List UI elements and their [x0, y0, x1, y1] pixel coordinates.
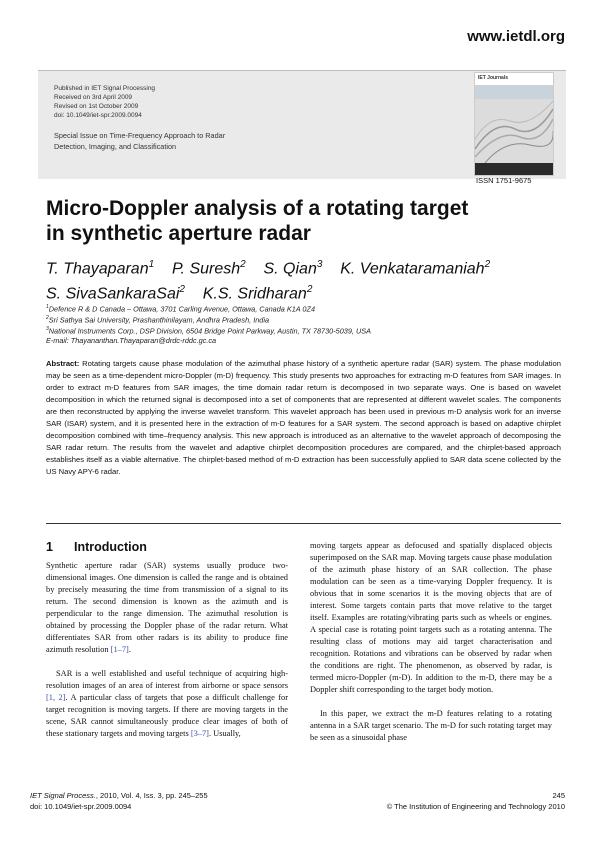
author-affiliation-mark: 1 — [148, 259, 155, 270]
author-affiliation-mark: 3 — [316, 259, 323, 270]
affiliation-text: Sri Sathya Sai University, Prashanthinilayam, Andhra Pradesh, India — [48, 315, 270, 325]
author-affiliation-mark: 2 — [179, 284, 185, 296]
author-list — [46, 254, 566, 305]
paragraph-text: . A particular class of targets that pose a difficult challenge for target recognition is moving targets. If there are moving targets in the scene, SAR cannot simultaneously produce clear images of both of these stationary targets and moving targets — [46, 693, 288, 738]
author: T. Thayaparan — [46, 260, 149, 278]
published-in: Published in IET Signal Processing — [54, 85, 156, 92]
paragraph-text: . Usually, — [208, 729, 241, 738]
right-column — [310, 540, 552, 756]
cover-logo: IET Journals — [478, 75, 509, 81]
abstract-divider — [46, 523, 561, 524]
paragraph — [46, 668, 288, 740]
received-date: Received on 3rd April 2009 — [54, 94, 133, 101]
footer-citation — [30, 790, 208, 812]
author: P. Suresh — [171, 260, 241, 278]
paragraph: moving targets appear as defocused and spatially displaced objects superimposed on the SAR map. Moving targets cause phase modulation of the azimuth phase history of an SAR collection. The phase modulation can be seen as a time-varying Doppler frequency. It is obvious that in some scenarios it is the moving objects that are of interest. Some targets contain parts that move relative to the target itself. Examples are rotating/vibrating parts such as wheels or engines. A special case is rotating point targets such as a rotating antenna. The resulting class of motions may aid target characterisation and recognition. Rotations and vibrations can be observed by radar when the conditions are right. The phenomenon, as observed by radar, is termed micro-Doppler (m-D). In addition to the m-D, there may be a Doppler shift corresponding to the target body motion. — [310, 541, 552, 694]
journal-cover-image — [474, 72, 554, 176]
site-url[interactable]: www.ietdl.org — [467, 28, 565, 45]
author: S. Qian — [263, 260, 317, 278]
affiliation — [46, 303, 566, 314]
author-affiliation-mark: 2 — [240, 259, 246, 270]
abstract — [46, 358, 561, 478]
publication-history — [54, 84, 155, 120]
journal-details: , 2010, Vol. 4, Iss. 3, pp. 245–255 — [95, 791, 208, 800]
journal-name: IET Signal Process. — [30, 791, 96, 800]
affiliation-number: 2 — [46, 314, 49, 321]
copyright: © The Institution of Engineering and Technology 2010 — [386, 802, 565, 811]
affiliation — [46, 325, 566, 336]
paragraph-text: . — [128, 645, 131, 654]
paper-title — [46, 196, 556, 246]
abstract-label: Abstract: — [46, 359, 80, 368]
affiliation-text: National Instruments Corp., DSP Division, 6504 Bridge Point Parkway, Austin, TX 78730-5039, USA — [48, 326, 371, 336]
special-issue-line-2: Detection, Imaging, and Classification — [54, 142, 177, 151]
article-doi: doi: 10.1049/iet-spr.2009.0094 — [54, 112, 142, 119]
left-column — [46, 560, 288, 752]
author: S. SivaSankaraSai — [46, 285, 180, 303]
author: K. Venkataramaniah — [340, 260, 485, 278]
special-issue — [54, 130, 314, 152]
paragraph-text: SAR is a well established and useful technique of acquiring high-resolution images of an area of interest from airborne or space sensors — [46, 669, 288, 690]
affiliation — [46, 314, 566, 325]
title-line-2: in synthetic aperture radar — [46, 222, 311, 245]
affiliations — [46, 303, 566, 345]
cover-artwork — [475, 99, 553, 163]
section-heading — [46, 540, 147, 554]
citation-link[interactable]: [3–7] — [190, 729, 209, 738]
contact-email[interactable]: E-mail: Thayananthan.Thayaparan@drdc-rddc.gc.ca — [46, 335, 217, 345]
title-line-1: Micro-Doppler analysis of a rotating target — [46, 197, 469, 220]
abstract-text: Rotating targets cause phase modulation of the azimuthal phase history of a synthetic aperture radar (SAR) system. The phase modulation may be seen as a time-dependent micro-Doppler (m-D) frequency. This study presents two approaches for extracting m-D features from SAR images. In order to extract m-D features from SAR images, the time domain radar return is decomposed in two separate ways. One is based on wavelet decomposition in which the returned signal is decomposed into a set of components that are represented at different wavelet scales. The components are then reconstructed by applying the inverse wavelet transform. This wavelet approach has been used in previous m-D analysis work for an inverse SAR (ISAR) system, and it is presented here in the extraction of m-D features for a SAR system. The second approach is based on adaptive chirplet decomposition combined with time–frequency analysis. This new approach is introduced as an alternative to the wavelet approach of decomposing the SAR radar return. The results from the wavelet and adaptive chirplet decomposition procedures are compared, and the chirplet-based approach establishes itself as a viable alternative. The chirplet-based method of m-D extraction has been successfully applied to SAR data scene collected by the US Navy APY-6 radar. — [46, 359, 561, 476]
page-number: 245 — [552, 791, 565, 800]
footer-right — [387, 790, 565, 812]
affiliation-number: 3 — [46, 325, 49, 332]
affiliation-number: 1 — [46, 304, 49, 310]
special-issue-line-1: Special Issue on Time-Frequency Approach to Radar — [54, 131, 226, 140]
section-title: Introduction — [74, 540, 147, 554]
author-affiliation-mark: 2 — [306, 284, 313, 296]
citation-link[interactable]: [1–7] — [110, 645, 129, 654]
author: K.S. Sridharan — [202, 285, 307, 303]
paragraph-text: Synthetic aperture radar (SAR) systems usually produce two-dimensional images. One dimension is called the range and is obtained by precisely measuring the time from transmission of a signal to its return. The second dimension is known as the azimuth and is perpendicular to the range dimension. The azimuthal resolution is obtained by processing the Doppler phase of the radar return. What differentiates SAR from other radars is its ability to produce fine azimuth resolution — [46, 561, 288, 654]
revised-date: Revised on 1st October 2009 — [54, 103, 139, 110]
affiliation-text: Defence R & D Canada – Ottawa, 3701 Carling Avenue, Ottawa, Canada K1A 0Z4 — [48, 304, 316, 314]
paragraph: In this paper, we extract the m-D features relating to a rotating antenna in a SAR target scenario. The m-D for such rotating target may be seen as a sinusoidal phase — [310, 709, 552, 742]
footer-doi: doi: 10.1049/iet-spr.2009.0094 — [30, 802, 132, 811]
author-affiliation-mark: 2 — [484, 259, 491, 270]
citation-link[interactable]: [1, 2] — [46, 693, 66, 702]
issn: ISSN 1751-9675 — [476, 176, 532, 185]
paragraph — [46, 560, 288, 656]
section-number: 1 — [46, 540, 53, 554]
